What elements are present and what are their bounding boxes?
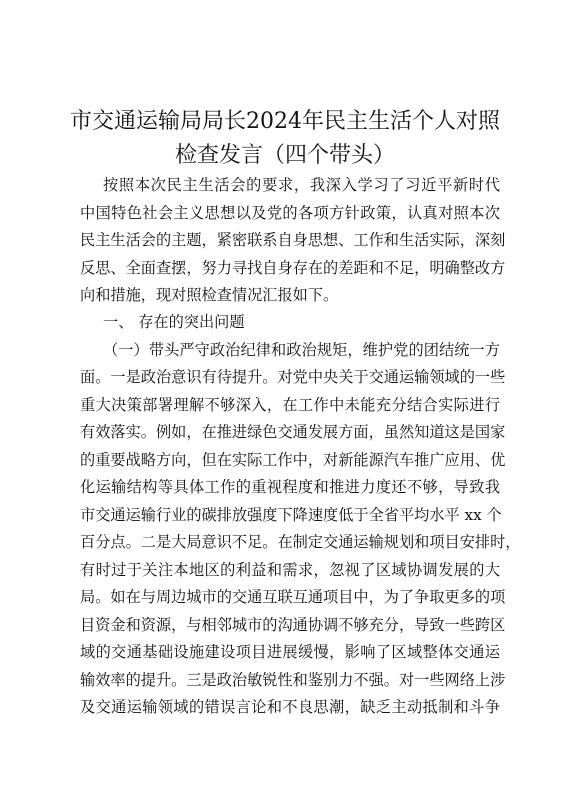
body-line: 按照本次民主生活会的要求，我深入学习了习近平新时代 (103, 176, 500, 194)
body-line: 向和措施，现对照检查情况汇报如下。 (80, 286, 339, 304)
body-line: 目资金和资源，与相邻城市的沟通协调不够充分，导致一些跨区 (80, 616, 506, 634)
body-line: 面。一是政治意识有待提升。对党中央关于交通运输领域的一些 (80, 368, 506, 386)
document-title-line-2: 检查发言（四个带头） (174, 143, 395, 168)
body-line: 市交通运输行业的碳排放强度下降速度低于全省平均水平 xx 个 (80, 506, 502, 524)
body-line: （一）带头严守政治纪律和政治规矩，维护党的团结统一方 (103, 341, 500, 359)
body-line: 民主生活会的主题，紧密联系自身思想、工作和生活实际，深刻 (80, 231, 506, 249)
body-line: 及交通运输领域的错误言论和不良思潮，缺乏主动抵制和斗争 (80, 698, 500, 716)
body-line: 反思、全面查摆，努力寻找自身存在的差距和不足，明确整改方 (80, 259, 506, 277)
body-line: 局。如在与周边城市的交通互联互通项目中，为了争取更多的项 (80, 588, 506, 606)
body-line: 输效率的提升。三是政治敏锐性和鉴别力不强。对一些网络上涉 (80, 671, 506, 689)
body-line: 化运输结构等具体工作的重视程度和推进力度还不够，导致我 (80, 478, 500, 496)
body-line: 中国特色社会主义思想以及党的各项方针政策，认真对照本次 (80, 204, 500, 222)
body-line: 的重要战略方向，但在实际工作中，对新能源汽车推广应用、优 (80, 451, 506, 469)
section-heading: 一、 存在的突出问题 (103, 313, 245, 331)
body-line: 域的交通基础设施建设项目进展缓慢，影响了区域整体交通运 (80, 643, 500, 661)
body-line: 百分点。二是大局意识不足。在制定交通运输规划和项目安排时， (80, 533, 521, 551)
body-line: 有效落实。例如，在推进绿色交通发展方面，虽然知道这是国家 (80, 423, 506, 441)
body-line: 重大决策部署理解不够深入，在工作中未能充分结合实际进行 (80, 396, 500, 414)
body-line: 有时过于关注本地区的利益和需求，忽视了区域协调发展的大 (80, 561, 500, 579)
document-title-line-1: 市交通运输局局长2024年民主生活个人对照 (70, 109, 500, 134)
